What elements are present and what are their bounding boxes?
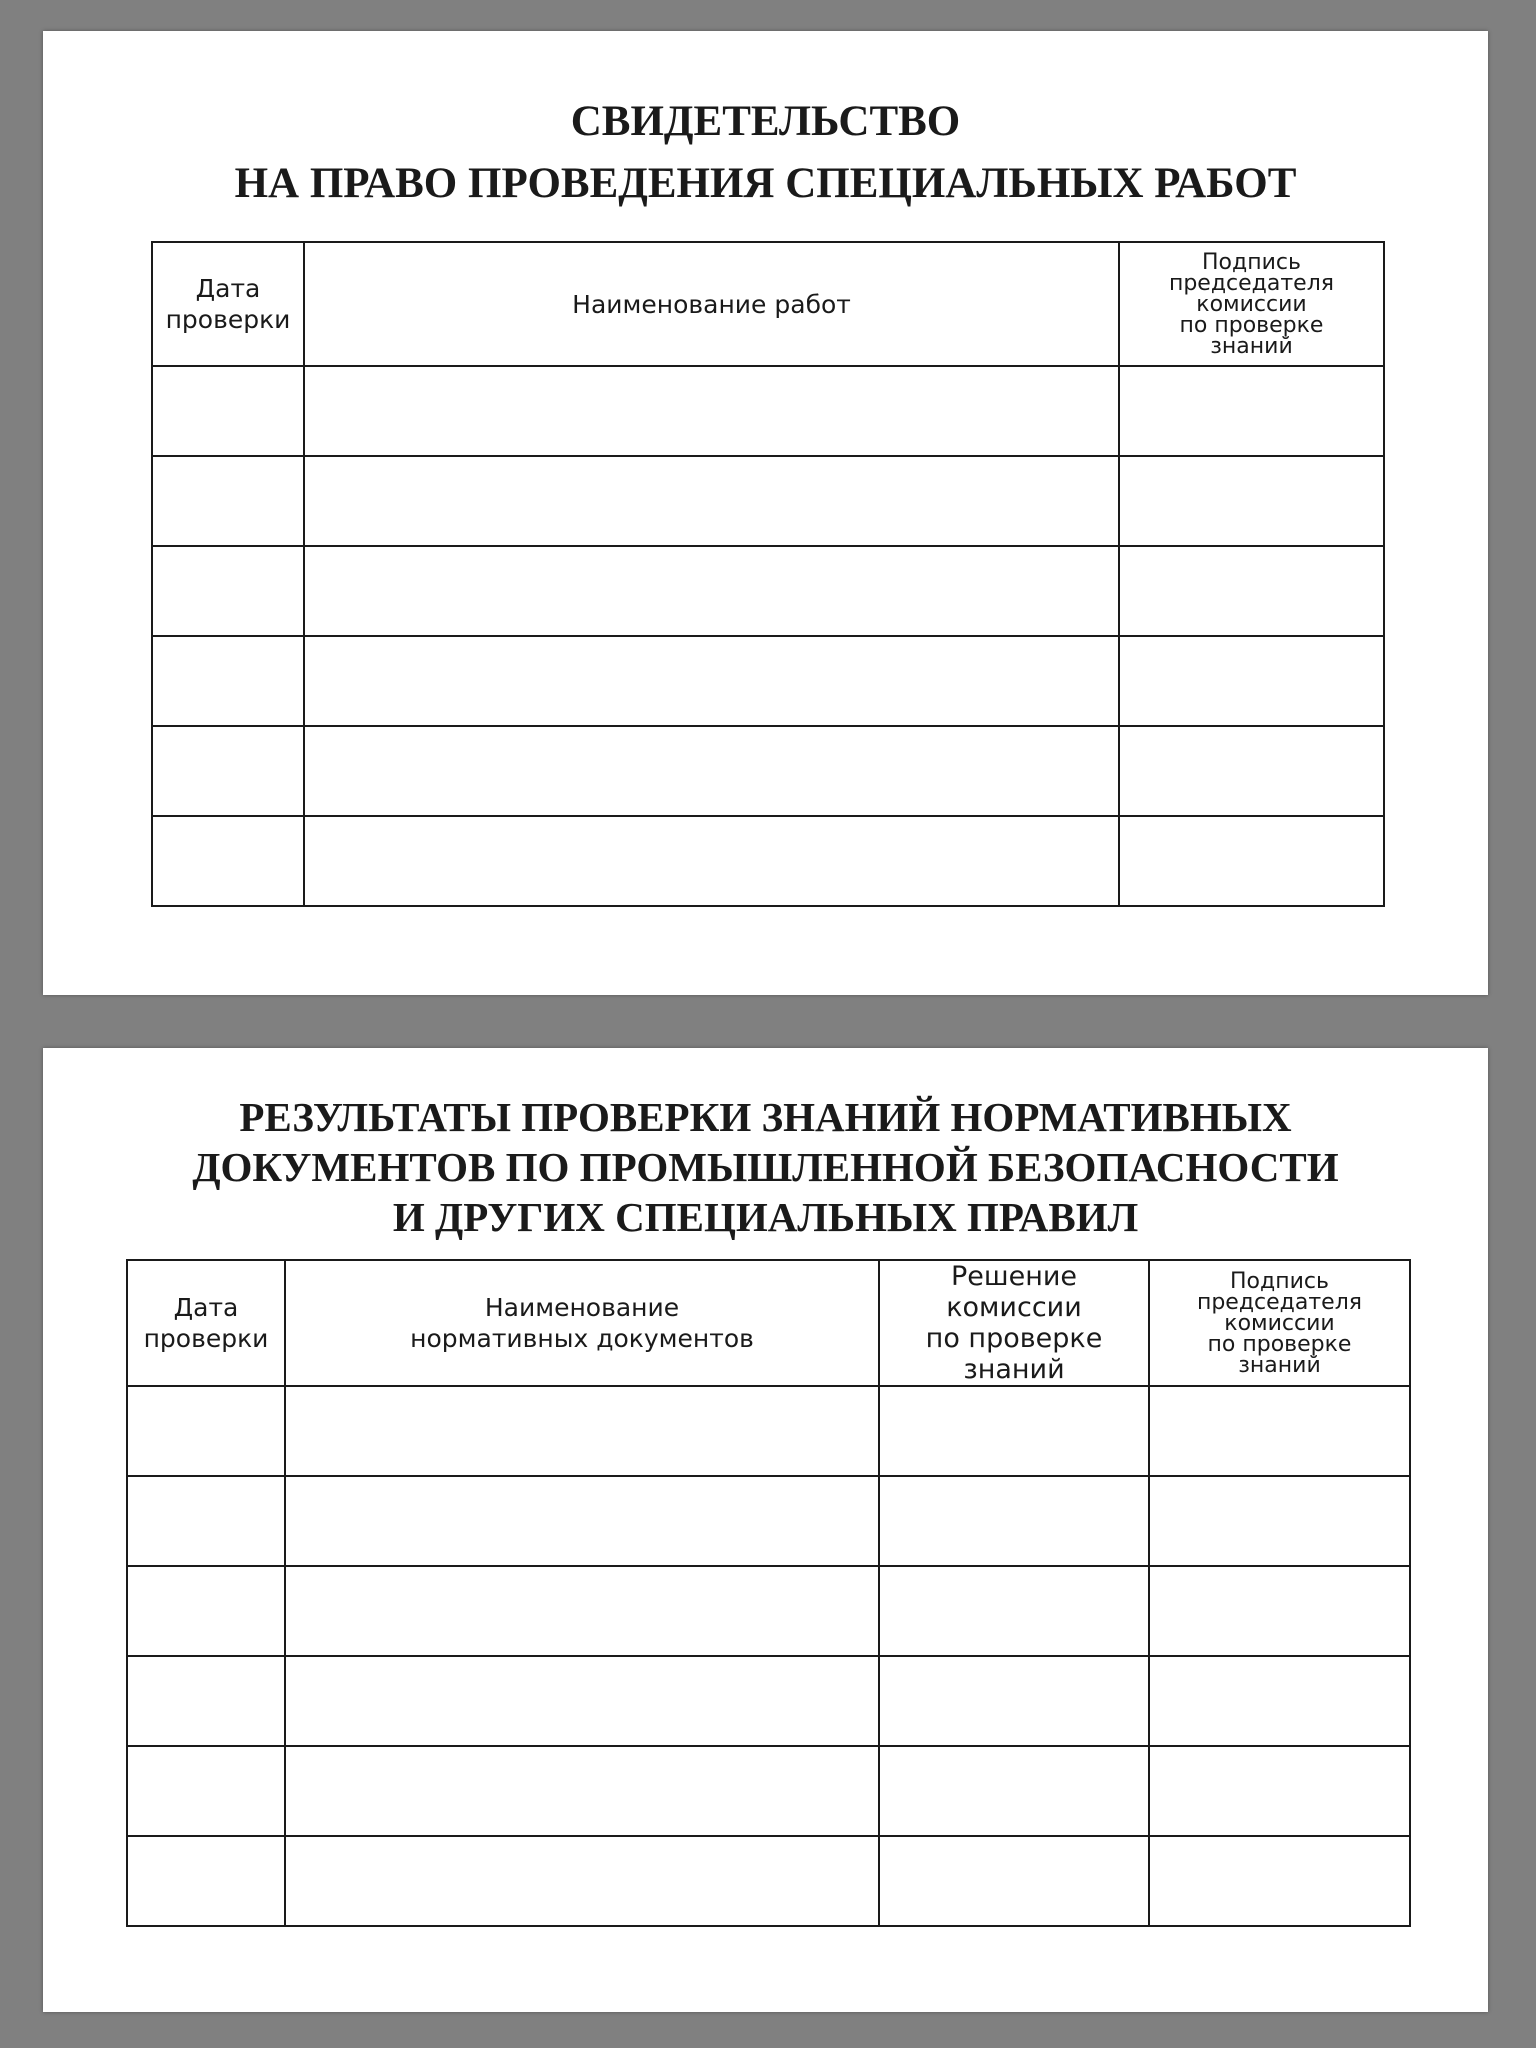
- date-cell[interactable]: [127, 1476, 285, 1566]
- table-row: [152, 636, 1384, 726]
- signature-cell[interactable]: [1119, 636, 1384, 726]
- header-text: Наименование работ: [572, 289, 851, 319]
- results-title-line: И ДРУГИХ СПЕЦИАЛЬНЫХ ПРАВИЛ: [392, 1194, 1139, 1240]
- table-row: [127, 1566, 1410, 1656]
- header-text: по проверке: [1179, 312, 1324, 338]
- header-text: Решение: [950, 1261, 1078, 1292]
- header-text: проверки: [165, 305, 291, 334]
- date-cell[interactable]: [152, 816, 304, 906]
- signature-column-header: [1149, 1260, 1410, 1386]
- results-table-body: [127, 1386, 1410, 1926]
- table-row: [152, 816, 1384, 906]
- table-header-row: [127, 1260, 1410, 1386]
- date-column-header: [127, 1260, 285, 1386]
- header-text: знаний: [963, 1354, 1065, 1385]
- header-text: нормативных документов: [410, 1324, 754, 1353]
- decision-cell[interactable]: [879, 1476, 1149, 1566]
- header-text: знаний: [1210, 333, 1293, 359]
- header-text: председателя: [1168, 270, 1335, 296]
- results-page: [43, 1048, 1488, 2012]
- signature-cell[interactable]: [1149, 1836, 1410, 1926]
- date-cell[interactable]: [127, 1836, 285, 1926]
- certificate-title-line: СВИДЕТЕЛЬСТВО: [570, 98, 961, 145]
- date-column-header: [152, 242, 304, 366]
- doc-name-cell[interactable]: [285, 1746, 879, 1836]
- certificate-table: [151, 241, 1385, 907]
- work-name-cell[interactable]: [304, 456, 1119, 546]
- date-cell[interactable]: [127, 1386, 285, 1476]
- date-cell[interactable]: [152, 546, 304, 636]
- header-text: комиссии: [1196, 291, 1307, 317]
- table-row: [127, 1656, 1410, 1746]
- header-text: Дата: [173, 1293, 239, 1322]
- table-row: [127, 1386, 1410, 1476]
- header-text: Подпись: [1202, 249, 1301, 275]
- date-cell[interactable]: [152, 366, 304, 456]
- doc-name-cell[interactable]: [285, 1476, 879, 1566]
- decision-column-header: [879, 1260, 1149, 1386]
- doc-name-cell[interactable]: [285, 1386, 879, 1476]
- date-cell[interactable]: [152, 636, 304, 726]
- signature-cell[interactable]: [1149, 1476, 1410, 1566]
- header-text: Наименование: [484, 1293, 680, 1322]
- signature-cell[interactable]: [1119, 366, 1384, 456]
- certificate-page: [43, 31, 1488, 995]
- signature-cell[interactable]: [1119, 816, 1384, 906]
- signature-column-header: [1119, 242, 1384, 366]
- table-row: [127, 1836, 1410, 1926]
- header-text: Подпись: [1230, 1268, 1329, 1294]
- table-row: [152, 726, 1384, 816]
- signature-cell[interactable]: [1119, 456, 1384, 546]
- results-title: [43, 1092, 1488, 1242]
- doc-name-cell[interactable]: [285, 1656, 879, 1746]
- signature-cell[interactable]: [1149, 1656, 1410, 1746]
- signature-cell[interactable]: [1149, 1386, 1410, 1476]
- work-name-cell[interactable]: [304, 546, 1119, 636]
- results-table: [126, 1259, 1411, 1927]
- work-name-column-header: [304, 242, 1119, 366]
- signature-cell[interactable]: [1119, 726, 1384, 816]
- table-row: [152, 366, 1384, 456]
- header-text: Дата: [195, 274, 261, 303]
- doc-name-column-header: [285, 1260, 879, 1386]
- header-text: по проверке: [1207, 1331, 1352, 1357]
- work-name-cell[interactable]: [304, 636, 1119, 726]
- decision-cell[interactable]: [879, 1386, 1149, 1476]
- decision-cell[interactable]: [879, 1566, 1149, 1656]
- results-title-line: ДОКУМЕНТОВ ПО ПРОМЫШЛЕННОЙ БЕЗОПАСНОСТИ: [192, 1144, 1339, 1190]
- decision-cell[interactable]: [879, 1656, 1149, 1746]
- header-text: проверки: [143, 1324, 269, 1353]
- table-row: [152, 456, 1384, 546]
- results-title-line: РЕЗУЛЬТАТЫ ПРОВЕРКИ ЗНАНИЙ НОРМАТИВНЫХ: [239, 1094, 1292, 1140]
- signature-cell[interactable]: [1149, 1746, 1410, 1836]
- header-text: знаний: [1238, 1352, 1321, 1378]
- date-cell[interactable]: [127, 1656, 285, 1746]
- doc-name-cell[interactable]: [285, 1566, 879, 1656]
- decision-cell[interactable]: [879, 1836, 1149, 1926]
- header-text: комиссии: [946, 1292, 1082, 1323]
- table-row: [127, 1476, 1410, 1566]
- signature-cell[interactable]: [1149, 1566, 1410, 1656]
- certificate-title: [43, 91, 1488, 215]
- certificate-table-body: [152, 366, 1384, 906]
- work-name-cell[interactable]: [304, 726, 1119, 816]
- header-text: комиссии: [1224, 1310, 1335, 1336]
- date-cell[interactable]: [127, 1566, 285, 1656]
- date-cell[interactable]: [152, 726, 304, 816]
- signature-cell[interactable]: [1119, 546, 1384, 636]
- table-header-row: [152, 242, 1384, 366]
- table-row: [127, 1746, 1410, 1836]
- table-row: [152, 546, 1384, 636]
- work-name-cell[interactable]: [304, 366, 1119, 456]
- date-cell[interactable]: [152, 456, 304, 546]
- certificate-title-line: НА ПРАВО ПРОВЕДЕНИЯ СПЕЦИАЛЬНЫХ РАБОТ: [234, 160, 1297, 207]
- decision-cell[interactable]: [879, 1746, 1149, 1836]
- header-text: по проверке: [925, 1323, 1103, 1354]
- doc-name-cell[interactable]: [285, 1836, 879, 1926]
- work-name-cell[interactable]: [304, 816, 1119, 906]
- header-text: председателя: [1196, 1289, 1363, 1315]
- date-cell[interactable]: [127, 1746, 285, 1836]
